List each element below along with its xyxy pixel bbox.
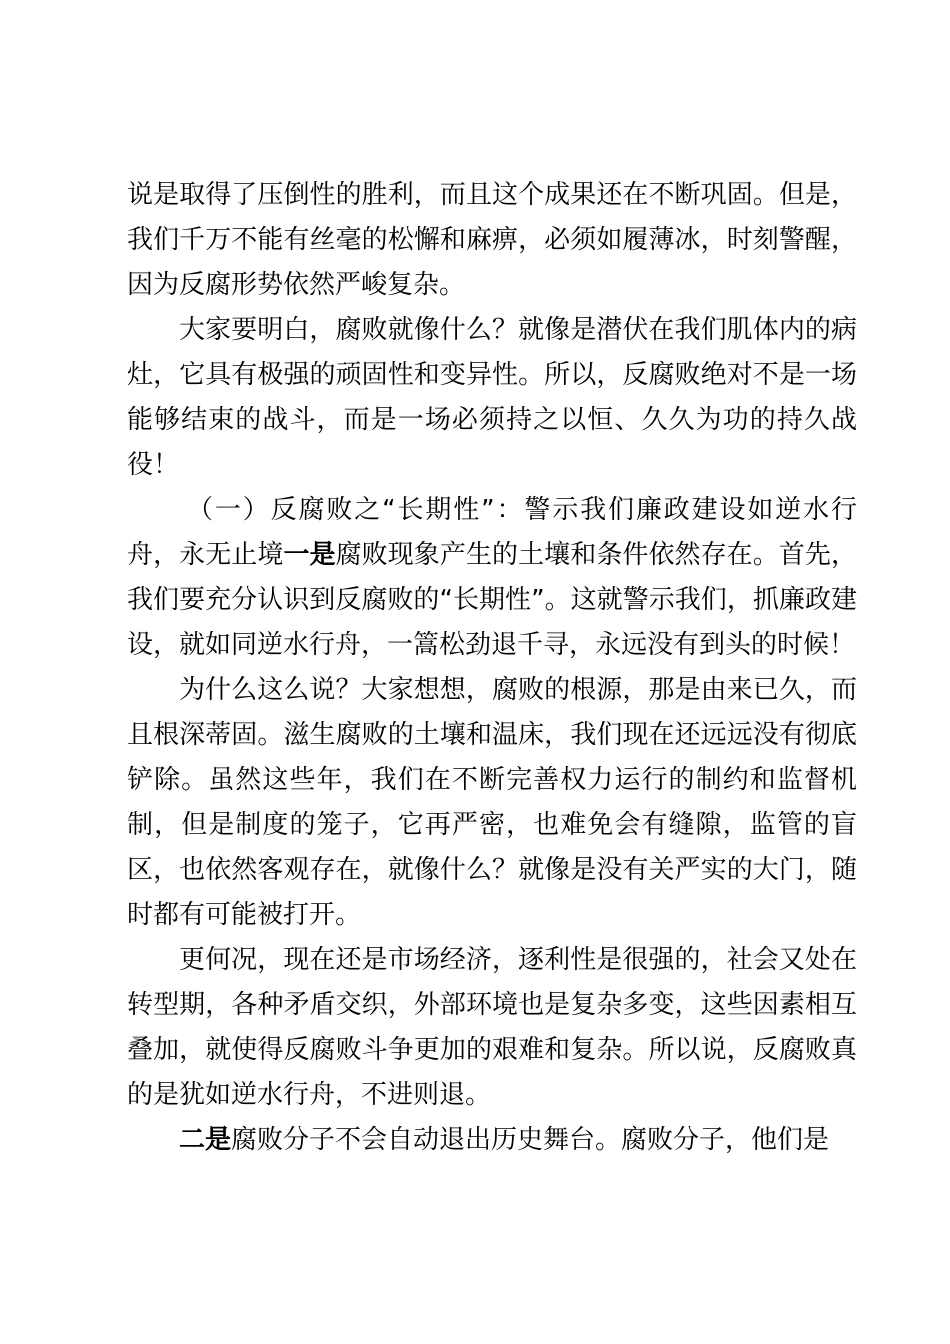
paragraph-continuation: 说是取得了压倒性的胜利，而且这个成果还在不断巩固。但是，我们千万不能有丝毫的松懈和麻痹，必须如履薄冰，时刻警醒，因为反腐形势依然严峻复杂。 (127, 180, 857, 300)
document-body (127, 173, 857, 1163)
paragraph-point-two-body: 腐败分子不会自动退出历史舞台。腐败分子，他们是 (231, 1125, 830, 1155)
paragraph-root-causes: 为什么这么说？大家想想，腐败的根源，那是由来已久，而且根深蒂固。滋生腐败的土壤和温床，我们现在还远远没有彻底铲除。虽然这些年，我们在不断完善权力运行的制约和监督机制，但是制度的笼子，它再严密，也难免会有缝隙，监管的盲区，也依然客观存在，就像什么？就像是没有关严实的大门，随时都有可能被打开。 (127, 675, 857, 930)
section-heading-long-term: （一）反腐败之“长期性”：警示我们廉政建设如逆水行舟，永无止境 (127, 495, 857, 570)
bold-lead-first: 一是 (283, 540, 336, 570)
paragraph-corruption-analogy: 大家要明白，腐败就像什么？就像是潜伏在我们肌体内的病灶，它具有极强的顽固性和变异性。所以，反腐败绝对不是一场能够结束的战斗，而是一场必须持之以恒、久久为功的持久战役！ (127, 315, 857, 480)
paragraph-market-economy: 更何况，现在还是市场经济，逐利性是很强的，社会又处在转型期，各种矛盾交织，外部环境也是复杂多变，这些因素相互叠加，就使得反腐败斗争更加的艰难和复杂。所以说，反腐败真的是犹如逆水行舟，不进则退。 (127, 945, 857, 1110)
paragraph-section-one (127, 488, 857, 668)
paragraph-point-two (127, 1118, 857, 1163)
paragraph-section-one-body: 腐败现象产生的土壤和条件依然存在。首先，我们要充分认识到反腐败的“长期性”。这就警示我们，抓廉政建设，就如同逆水行舟，一篙松劲退千寻，永远没有到头的时候！ (127, 540, 857, 660)
bold-lead-second: 二是 (179, 1125, 232, 1155)
